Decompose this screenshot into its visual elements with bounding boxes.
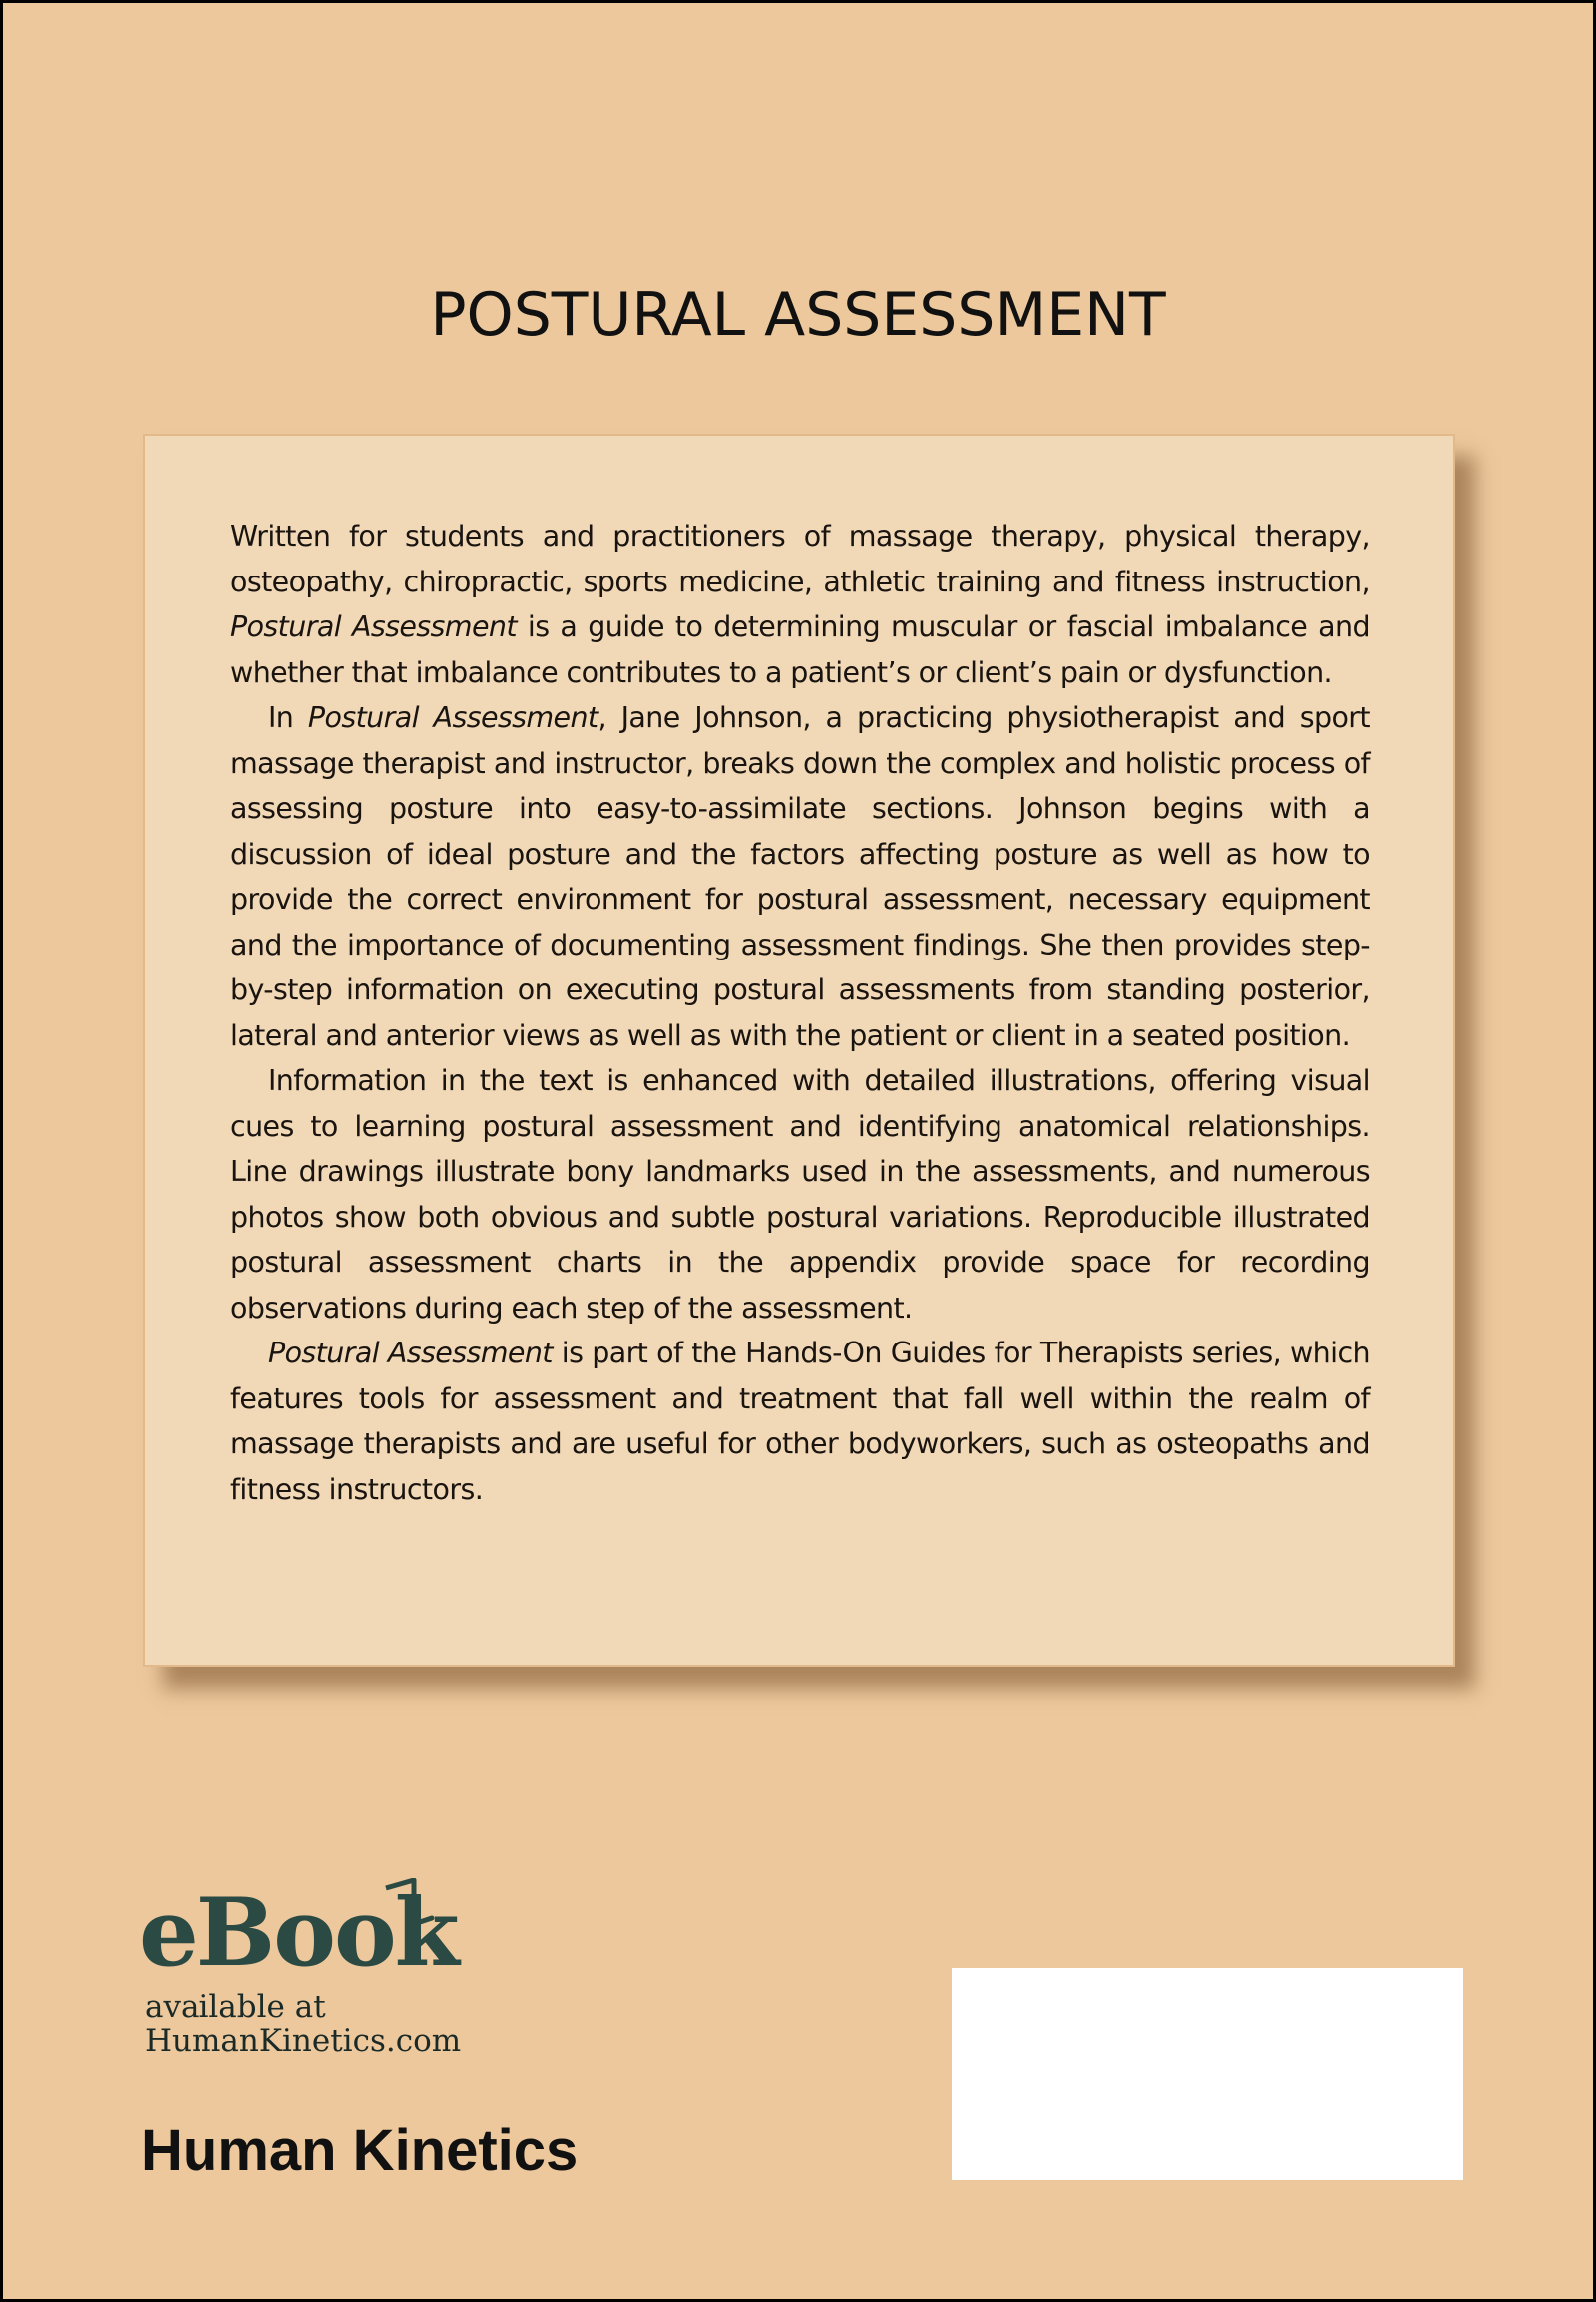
description-panel (143, 434, 1455, 1667)
publisher-name: Human Kinetics (141, 2118, 579, 2183)
description-paragraph-3: Information in the text is enhanced with detailed illustrations, offering visual cues to learning postural assessment and identifying anatomical relationships. Line drawings illustrate bony landmarks used in the assessments, and numerous photos show both obvious and subtle postural variations. Reproducible illustrated postural assessment charts in the appendix provide space for recording observations during each step of the assessment. (230, 1064, 1370, 1325)
description-text (230, 514, 1370, 1512)
description-paragraph-2: In Postural Assessment, Jane Johnson, a practicing physiotherapist and sport massage therapist and instructor, breaks down the complex and holistic process of assessing posture into easy-to-assimilate sections. Johnson begins with a discussion of ideal posture and the factors affecting posture as well as how to provide the correct environment for postural assessment, necessary equipment and the importance of documenting assessment findings. She then provides step-by-step information on executing postural assessments from standing posterior, lateral and anterior views as well as with the patient or client in a seated position. (230, 701, 1370, 1052)
book-title-italic: Postural Assessment (230, 610, 517, 643)
book-title-italic: Postural Assessment (268, 1337, 553, 1369)
description-paragraph-4: Postural Assessment is part of the Hands-On Guides for Therapists series, which features tools for assessment and treatment that fall well within the realm of massage therapists and are useful for other bodyworkers, such as osteopaths and fitness instructors. (230, 1337, 1370, 1506)
description-paragraph-1: Written for students and practitioners of massage therapy, physical therapy, osteopathy, chiropractic, sports medicine, athletic training and fitness instruction, Postural Assessment is a guide to determining muscular or fascial imbalance and whether that imbalance contributes to a patient’s or client’s pain or dysfunction. (230, 520, 1370, 689)
ebook-available-text: available at (145, 1989, 326, 2025)
ebook-book-icon (374, 1878, 454, 1988)
barcode-placeholder (952, 1968, 1463, 2180)
book-title-italic: Postural Assessment (307, 701, 598, 734)
back-cover (3, 3, 1593, 2299)
ebook-website-text: HumanKinetics.com (145, 2023, 462, 2059)
ebook-wordmark: eBook (139, 1878, 458, 1988)
ebook-logo (139, 1878, 498, 2059)
book-title: POSTURAL ASSESSMENT (430, 280, 1166, 351)
